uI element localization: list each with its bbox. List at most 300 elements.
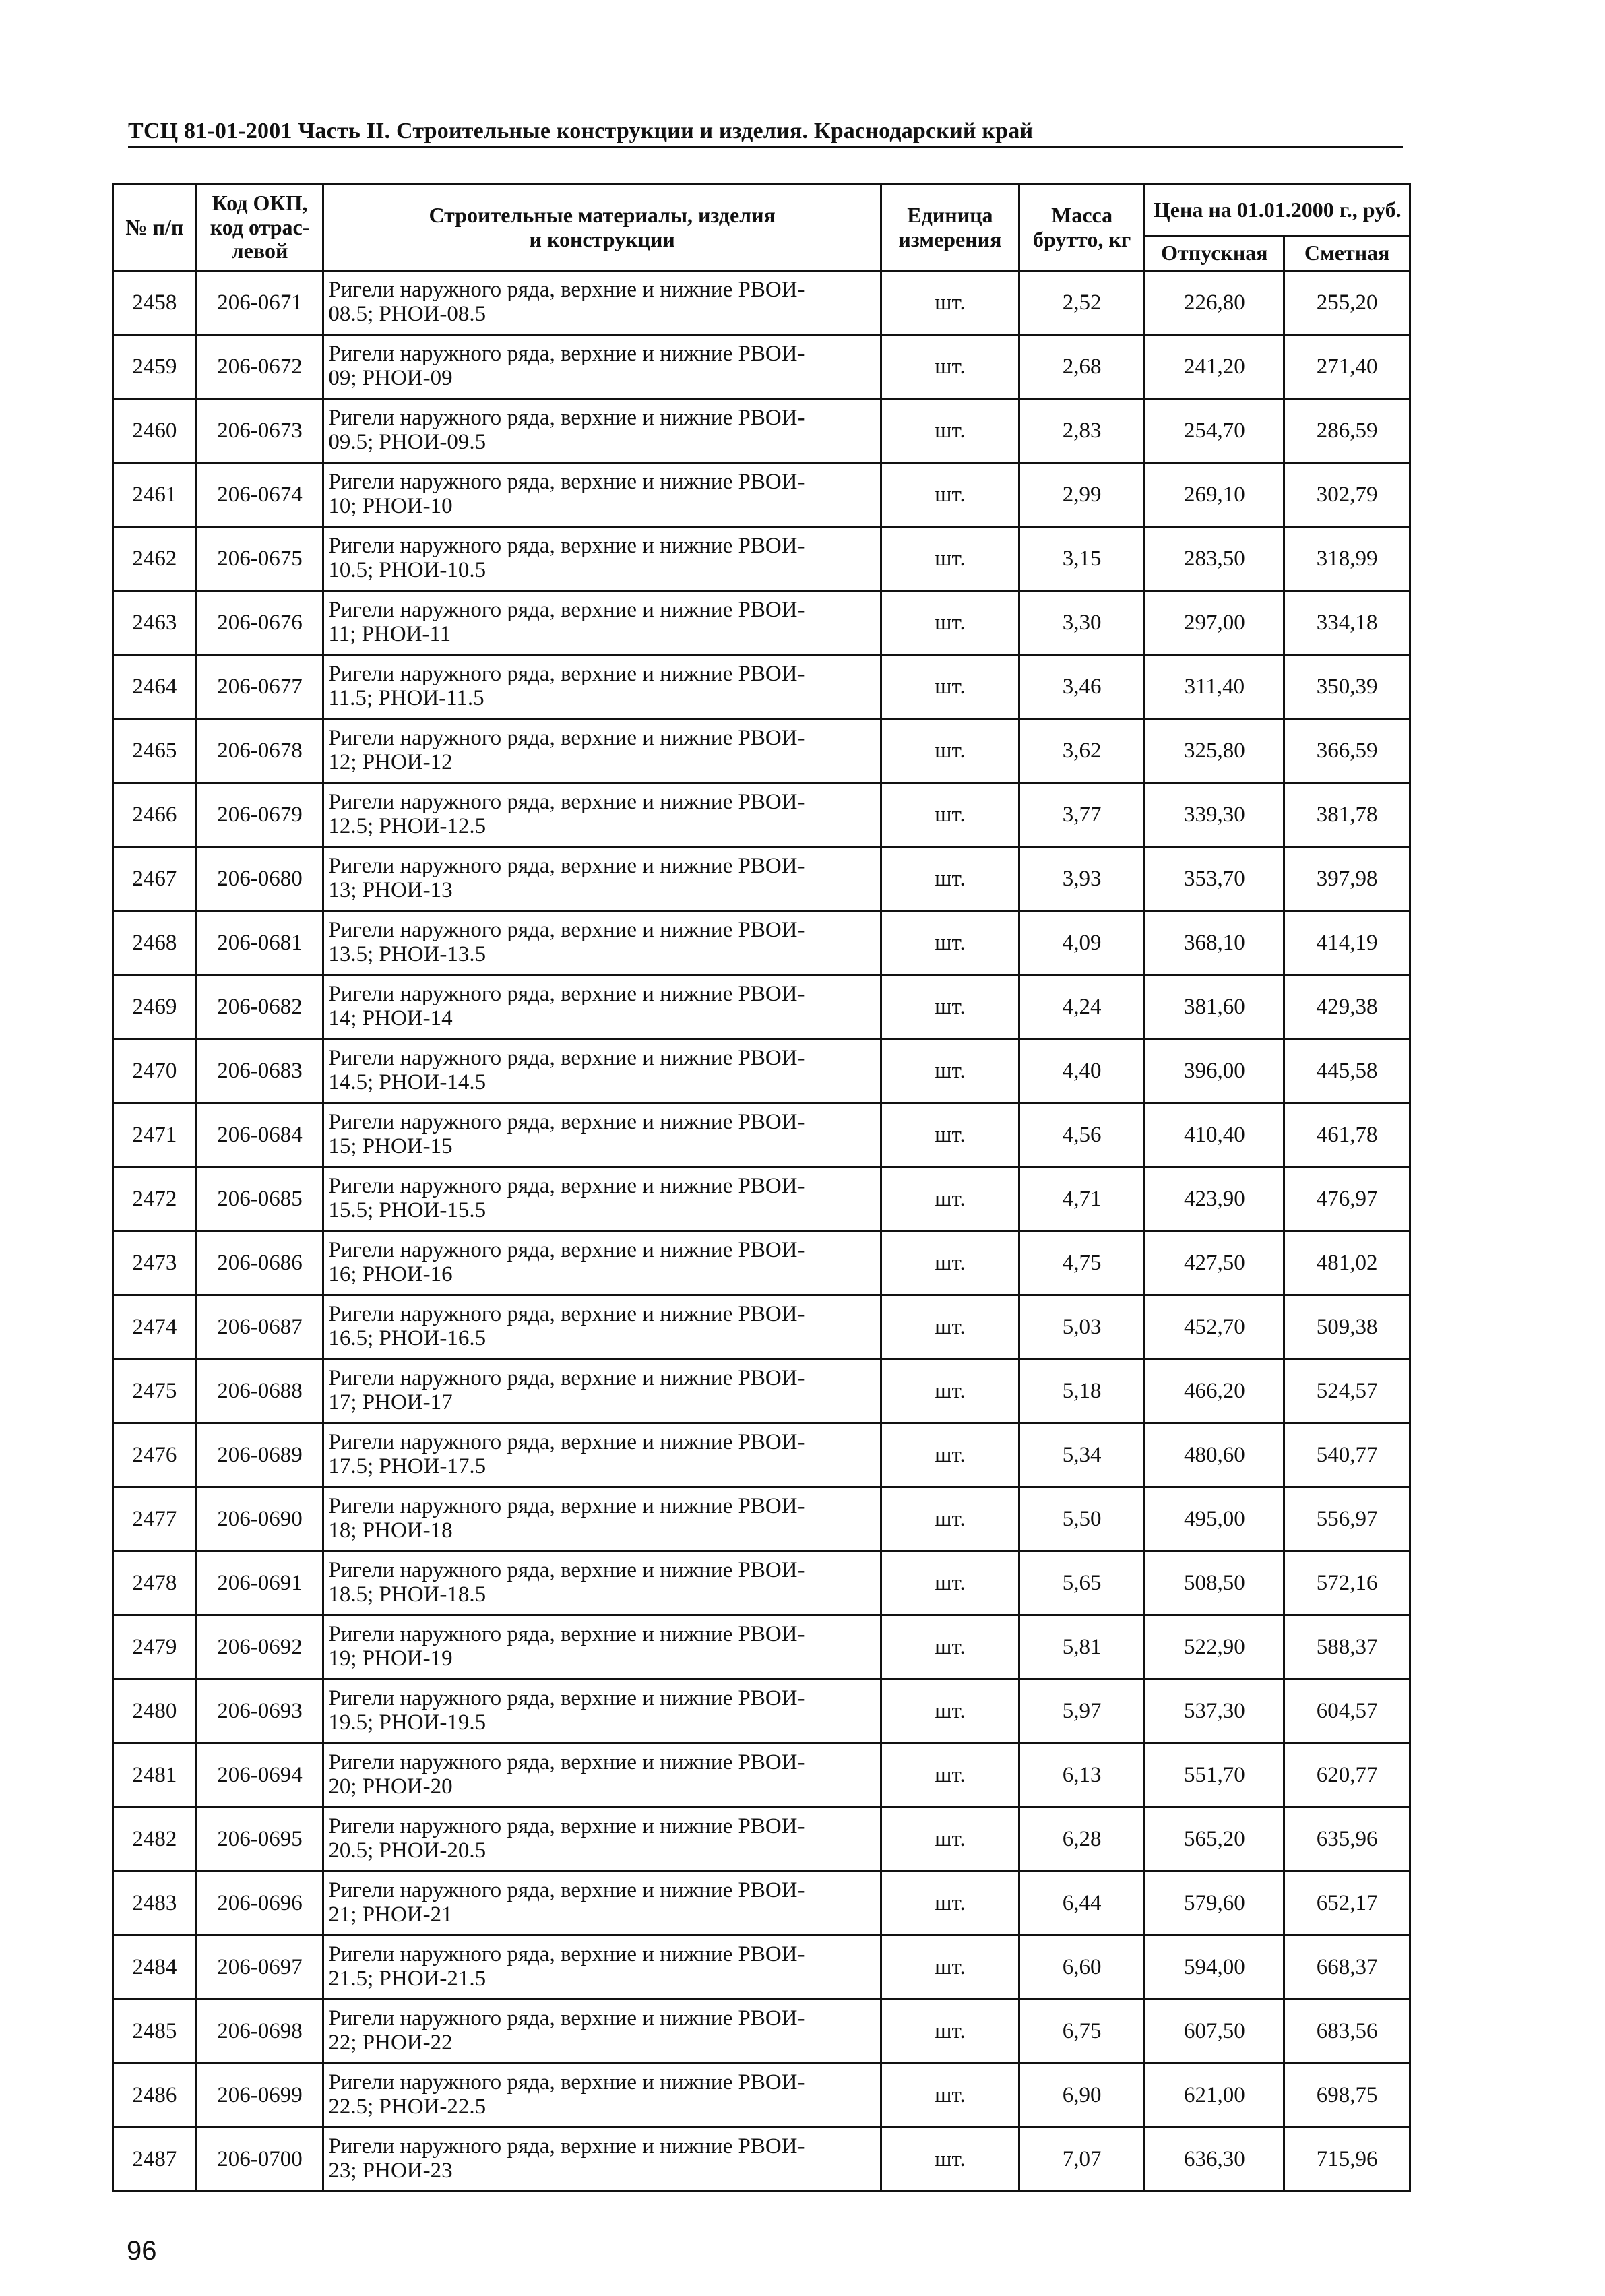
table-row: [113, 527, 1410, 591]
row-name: [323, 1295, 881, 1359]
row-name: [323, 975, 881, 1039]
row-name-line1: Ригели наружного ряда, верхние и нижние РВОИ-: [328, 1238, 805, 1263]
row-code: 206-0688: [196, 1359, 323, 1423]
row-mass: 6,75: [1019, 1999, 1145, 2064]
row-price-estimate: 604,57: [1284, 1679, 1410, 1743]
row-unit: шт.: [881, 591, 1019, 655]
row-code: 206-0682: [196, 975, 323, 1039]
table-row: [113, 1423, 1410, 1487]
row-code: 206-0683: [196, 1039, 323, 1103]
row-price-estimate: 350,39: [1284, 655, 1410, 719]
row-mass: 4,24: [1019, 975, 1145, 1039]
table-row: [113, 1743, 1410, 1807]
row-unit: шт.: [881, 1743, 1019, 1807]
row-name: [323, 1615, 881, 1679]
row-name-line1: Ригели наружного ряда, верхние и нижние РВОИ-: [328, 918, 805, 943]
row-name-line1: Ригели наружного ряда, верхние и нижние РВОИ-: [328, 342, 805, 367]
row-price-estimate: 366,59: [1284, 719, 1410, 783]
row-name: [323, 1679, 881, 1743]
row-unit: шт.: [881, 783, 1019, 847]
row-name-line2: 08.5; РНОИ-08.5: [328, 302, 486, 326]
row-name: [323, 2128, 881, 2192]
row-code: 206-0689: [196, 1423, 323, 1487]
row-unit: шт.: [881, 1999, 1019, 2064]
row-name-line1: Ригели наружного ряда, верхние и нижние РВОИ-: [328, 1046, 805, 1071]
row-num: 2478: [113, 1551, 197, 1615]
row-name-line1: Ригели наружного ряда, верхние и нижние РВОИ-: [328, 534, 805, 559]
row-code: 206-0696: [196, 1871, 323, 1935]
row-name-line2: 12.5; РНОИ-12.5: [328, 814, 486, 838]
row-price-estimate: 445,58: [1284, 1039, 1410, 1103]
table-row: [113, 399, 1410, 463]
row-num: 2479: [113, 1615, 197, 1679]
row-price-release: 579,60: [1145, 1871, 1284, 1935]
table-row: [113, 1935, 1410, 1999]
row-mass: 4,71: [1019, 1167, 1145, 1231]
row-name-line2: 09; РНОИ-09: [328, 366, 453, 390]
row-name-line2: 15.5; РНОИ-15.5: [328, 1198, 486, 1222]
row-code: 206-0678: [196, 719, 323, 783]
row-code: 206-0692: [196, 1615, 323, 1679]
row-price-estimate: 318,99: [1284, 527, 1410, 591]
row-mass: 3,93: [1019, 847, 1145, 911]
row-name-line1: Ригели наружного ряда, верхние и нижние РВОИ-: [328, 726, 805, 751]
row-price-release: 311,40: [1145, 655, 1284, 719]
row-price-estimate: 635,96: [1284, 1807, 1410, 1871]
row-price-estimate: 698,75: [1284, 2064, 1410, 2128]
row-name: [323, 911, 881, 975]
row-name-line1: Ригели наружного ряда, верхние и нижние РВОИ-: [328, 598, 805, 623]
row-code: 206-0691: [196, 1551, 323, 1615]
row-unit: шт.: [881, 847, 1019, 911]
row-name-line2: 21; РНОИ-21: [328, 1902, 453, 1927]
row-price-estimate: 302,79: [1284, 463, 1410, 527]
row-price-estimate: 429,38: [1284, 975, 1410, 1039]
row-unit: шт.: [881, 527, 1019, 591]
row-price-estimate: 683,56: [1284, 1999, 1410, 2064]
row-name-line2: 23; РНОИ-23: [328, 2159, 453, 2183]
row-name: [323, 847, 881, 911]
row-unit: шт.: [881, 1935, 1019, 1999]
row-num: 2474: [113, 1295, 197, 1359]
row-unit: шт.: [881, 1423, 1019, 1487]
row-mass: 5,50: [1019, 1487, 1145, 1551]
row-code: 206-0700: [196, 2128, 323, 2192]
row-name: [323, 271, 881, 335]
row-mass: 3,15: [1019, 527, 1145, 591]
row-name: [323, 1551, 881, 1615]
table-row: [113, 1999, 1410, 2064]
row-name-line1: Ригели наружного ряда, верхние и нижние РВОИ-: [328, 1878, 805, 1903]
row-mass: 3,62: [1019, 719, 1145, 783]
row-price-release: 368,10: [1145, 911, 1284, 975]
row-price-release: 551,70: [1145, 1743, 1284, 1807]
table-row: [113, 783, 1410, 847]
row-name-line2: 20; РНОИ-20: [328, 1774, 453, 1799]
table-row: [113, 1615, 1410, 1679]
table-row: [113, 271, 1410, 335]
row-name-line2: 14; РНОИ-14: [328, 1006, 453, 1030]
table-row: [113, 335, 1410, 399]
row-mass: 3,77: [1019, 783, 1145, 847]
row-price-estimate: 397,98: [1284, 847, 1410, 911]
row-unit: шт.: [881, 1487, 1019, 1551]
row-price-release: 480,60: [1145, 1423, 1284, 1487]
table-row: [113, 975, 1410, 1039]
row-name: [323, 655, 881, 719]
row-code: 206-0685: [196, 1167, 323, 1231]
header-rule: [128, 146, 1403, 148]
row-name-line1: Ригели наружного ряда, верхние и нижние РВОИ-: [328, 1814, 805, 1839]
row-name-line1: Ригели наружного ряда, верхние и нижние РВОИ-: [328, 854, 805, 879]
row-num: 2473: [113, 1231, 197, 1295]
row-price-release: 410,40: [1145, 1103, 1284, 1167]
row-mass: 2,83: [1019, 399, 1145, 463]
page-number: 96: [127, 2236, 157, 2266]
row-price-estimate: 461,78: [1284, 1103, 1410, 1167]
row-name: [323, 1103, 881, 1167]
row-code: 206-0698: [196, 1999, 323, 2064]
row-code: 206-0697: [196, 1935, 323, 1999]
row-mass: 4,56: [1019, 1103, 1145, 1167]
row-name: [323, 591, 881, 655]
row-name-line1: Ригели наружного ряда, верхние и нижние РВОИ-: [328, 2006, 805, 2031]
row-num: 2464: [113, 655, 197, 719]
row-price-release: 594,00: [1145, 1935, 1284, 1999]
row-name-line1: Ригели наружного ряда, верхние и нижние РВОИ-: [328, 2070, 805, 2095]
row-unit: шт.: [881, 463, 1019, 527]
row-price-estimate: 524,57: [1284, 1359, 1410, 1423]
row-name-line2: 16.5; РНОИ-16.5: [328, 1326, 486, 1351]
table-row: [113, 911, 1410, 975]
row-price-release: 508,50: [1145, 1551, 1284, 1615]
row-price-release: 537,30: [1145, 1679, 1284, 1743]
row-code: 206-0686: [196, 1231, 323, 1295]
row-num: 2461: [113, 463, 197, 527]
table-row: [113, 1103, 1410, 1167]
row-price-estimate: 715,96: [1284, 2128, 1410, 2192]
table-row: [113, 1359, 1410, 1423]
row-price-estimate: 588,37: [1284, 1615, 1410, 1679]
row-name-line2: 13; РНОИ-13: [328, 878, 453, 902]
row-unit: шт.: [881, 1103, 1019, 1167]
row-num: 2471: [113, 1103, 197, 1167]
row-price-release: 423,90: [1145, 1167, 1284, 1231]
row-name: [323, 1231, 881, 1295]
row-code: 206-0680: [196, 847, 323, 911]
row-price-release: 283,50: [1145, 527, 1284, 591]
row-price-estimate: 481,02: [1284, 1231, 1410, 1295]
row-name: [323, 1423, 881, 1487]
row-name: [323, 1999, 881, 2064]
row-name-line2: 10; РНОИ-10: [328, 494, 453, 518]
row-price-release: 381,60: [1145, 975, 1284, 1039]
row-name: [323, 1871, 881, 1935]
table-row: [113, 1551, 1410, 1615]
row-num: 2475: [113, 1359, 197, 1423]
row-name-line1: Ригели наружного ряда, верхние и нижние РВОИ-: [328, 662, 805, 687]
row-unit: шт.: [881, 2064, 1019, 2128]
row-num: 2465: [113, 719, 197, 783]
header-code: Код ОКП, код отрас-левой: [196, 185, 323, 271]
row-name-line1: Ригели наружного ряда, верхние и нижние РВОИ-: [328, 278, 805, 303]
row-name-line2: 18; РНОИ-18: [328, 1518, 453, 1543]
header-price: Цена на 01.01.2000 г., руб.: [1145, 185, 1410, 236]
row-name-line2: 17.5; РНОИ-17.5: [328, 1454, 486, 1479]
row-name-line2: 15; РНОИ-15: [328, 1134, 453, 1158]
row-code: 206-0690: [196, 1487, 323, 1551]
row-name: [323, 399, 881, 463]
row-name: [323, 719, 881, 783]
row-name-line2: 14.5; РНОИ-14.5: [328, 1070, 486, 1094]
row-code: 206-0693: [196, 1679, 323, 1743]
row-name-line1: Ригели наружного ряда, верхние и нижние РВОИ-: [328, 1430, 805, 1455]
row-name: [323, 783, 881, 847]
row-num: 2463: [113, 591, 197, 655]
row-price-release: 427,50: [1145, 1231, 1284, 1295]
table-row: [113, 1039, 1410, 1103]
row-name: [323, 1039, 881, 1103]
row-mass: 3,46: [1019, 655, 1145, 719]
row-num: 2476: [113, 1423, 197, 1487]
table-row: [113, 1871, 1410, 1935]
row-code: 206-0672: [196, 335, 323, 399]
row-unit: шт.: [881, 335, 1019, 399]
row-unit: шт.: [881, 1167, 1019, 1231]
row-mass: 4,09: [1019, 911, 1145, 975]
row-mass: 2,99: [1019, 463, 1145, 527]
row-unit: шт.: [881, 975, 1019, 1039]
row-price-estimate: 476,97: [1284, 1167, 1410, 1231]
row-price-release: 226,80: [1145, 271, 1284, 335]
row-name-line2: 13.5; РНОИ-13.5: [328, 942, 486, 966]
row-price-release: 607,50: [1145, 1999, 1284, 2064]
table-row: [113, 463, 1410, 527]
table-row: [113, 1231, 1410, 1295]
row-unit: шт.: [881, 1551, 1019, 1615]
row-mass: 2,52: [1019, 271, 1145, 335]
header-unit: Единица измерения: [881, 185, 1019, 271]
row-unit: шт.: [881, 719, 1019, 783]
row-name-line2: 09.5; РНОИ-09.5: [328, 430, 486, 454]
row-name-line1: Ригели наружного ряда, верхние и нижние РВОИ-: [328, 1686, 805, 1711]
row-mass: 5,65: [1019, 1551, 1145, 1615]
row-name-line2: 11.5; РНОИ-11.5: [328, 686, 484, 710]
row-unit: шт.: [881, 2128, 1019, 2192]
row-name: [323, 527, 881, 591]
row-name-line1: Ригели наружного ряда, верхние и нижние РВОИ-: [328, 1622, 805, 1647]
table-row: [113, 1807, 1410, 1871]
row-price-estimate: 668,37: [1284, 1935, 1410, 1999]
header-price-release: Отпускная: [1145, 236, 1284, 271]
row-price-release: 636,30: [1145, 2128, 1284, 2192]
row-mass: 2,68: [1019, 335, 1145, 399]
row-mass: 6,90: [1019, 2064, 1145, 2128]
row-unit: шт.: [881, 1807, 1019, 1871]
row-name-line1: Ригели наружного ряда, верхние и нижние РВОИ-: [328, 1942, 805, 1967]
row-price-release: 495,00: [1145, 1487, 1284, 1551]
row-price-release: 353,70: [1145, 847, 1284, 911]
row-unit: шт.: [881, 1231, 1019, 1295]
row-unit: шт.: [881, 1871, 1019, 1935]
row-price-release: 325,80: [1145, 719, 1284, 783]
row-name-line2: 17; РНОИ-17: [328, 1390, 453, 1415]
row-mass: 5,34: [1019, 1423, 1145, 1487]
header-mass: Масса брутто, кг: [1019, 185, 1145, 271]
row-price-release: 452,70: [1145, 1295, 1284, 1359]
row-name: [323, 2064, 881, 2128]
row-mass: 6,13: [1019, 1743, 1145, 1807]
table-row: [113, 1487, 1410, 1551]
row-num: 2460: [113, 399, 197, 463]
row-code: 206-0681: [196, 911, 323, 975]
row-price-release: 269,10: [1145, 463, 1284, 527]
row-num: 2484: [113, 1935, 197, 1999]
table-row: [113, 719, 1410, 783]
row-mass: 6,44: [1019, 1871, 1145, 1935]
row-price-estimate: 334,18: [1284, 591, 1410, 655]
row-num: 2477: [113, 1487, 197, 1551]
row-name-line2: 16; РНОИ-16: [328, 1262, 453, 1286]
row-price-release: 565,20: [1145, 1807, 1284, 1871]
row-num: 2483: [113, 1871, 197, 1935]
table-body: [113, 271, 1410, 2192]
row-num: 2470: [113, 1039, 197, 1103]
row-name-line1: Ригели наружного ряда, верхние и нижние РВОИ-: [328, 1750, 805, 1775]
row-num: 2487: [113, 2128, 197, 2192]
row-price-estimate: 509,38: [1284, 1295, 1410, 1359]
row-name-line1: Ригели наружного ряда, верхние и нижние РВОИ-: [328, 1366, 805, 1391]
row-code: 206-0671: [196, 271, 323, 335]
price-table: [112, 183, 1411, 2192]
row-price-release: 297,00: [1145, 591, 1284, 655]
table-row: [113, 2064, 1410, 2128]
row-name-line2: 22; РНОИ-22: [328, 2030, 453, 2055]
row-name-line2: 12; РНОИ-12: [328, 750, 453, 774]
row-price-release: 621,00: [1145, 2064, 1284, 2128]
header-price-estimate: Сметная: [1284, 236, 1410, 271]
row-name-line2: 18.5; РНОИ-18.5: [328, 1582, 486, 1607]
row-name-line1: Ригели наружного ряда, верхние и нижние РВОИ-: [328, 2134, 805, 2159]
row-unit: шт.: [881, 1615, 1019, 1679]
row-unit: шт.: [881, 271, 1019, 335]
row-price-estimate: 620,77: [1284, 1743, 1410, 1807]
row-code: 206-0676: [196, 591, 323, 655]
row-name-line2: 19; РНОИ-19: [328, 1646, 453, 1671]
row-mass: 5,03: [1019, 1295, 1145, 1359]
row-price-estimate: 255,20: [1284, 271, 1410, 335]
row-unit: шт.: [881, 399, 1019, 463]
row-code: 206-0687: [196, 1295, 323, 1359]
row-price-release: 339,30: [1145, 783, 1284, 847]
row-unit: шт.: [881, 1295, 1019, 1359]
row-num: 2486: [113, 2064, 197, 2128]
row-price-release: 522,90: [1145, 1615, 1284, 1679]
row-price-estimate: 540,77: [1284, 1423, 1410, 1487]
row-price-release: 254,70: [1145, 399, 1284, 463]
row-num: 2459: [113, 335, 197, 399]
row-name-line2: 22.5; РНОИ-22.5: [328, 2095, 486, 2119]
row-mass: 5,97: [1019, 1679, 1145, 1743]
row-name-line1: Ригели наружного ряда, верхние и нижние РВОИ-: [328, 1174, 805, 1199]
row-price-estimate: 381,78: [1284, 783, 1410, 847]
row-name-line1: Ригели наружного ряда, верхние и нижние РВОИ-: [328, 1110, 805, 1135]
row-name-line2: 10.5; РНОИ-10.5: [328, 558, 486, 582]
row-code: 206-0675: [196, 527, 323, 591]
row-mass: 4,40: [1019, 1039, 1145, 1103]
table-row: [113, 2128, 1410, 2192]
table-row: [113, 655, 1410, 719]
row-num: 2468: [113, 911, 197, 975]
row-code: 206-0679: [196, 783, 323, 847]
header-name-line2: и конструкции: [529, 226, 675, 251]
row-name: [323, 335, 881, 399]
row-code: 206-0684: [196, 1103, 323, 1167]
row-price-release: 466,20: [1145, 1359, 1284, 1423]
header-num: № п/п: [113, 185, 197, 271]
row-mass: 6,28: [1019, 1807, 1145, 1871]
table-row: [113, 1167, 1410, 1231]
row-name-line1: Ригели наружного ряда, верхние и нижние РВОИ-: [328, 406, 805, 431]
row-name-line2: 20.5; РНОИ-20.5: [328, 1838, 486, 1863]
row-mass: 6,60: [1019, 1935, 1145, 1999]
row-code: 206-0673: [196, 399, 323, 463]
row-price-release: 396,00: [1145, 1039, 1284, 1103]
row-name-line1: Ригели наружного ряда, верхние и нижние РВОИ-: [328, 1302, 805, 1327]
row-unit: шт.: [881, 1679, 1019, 1743]
row-unit: шт.: [881, 911, 1019, 975]
row-name-line2: 21.5; РНОИ-21.5: [328, 1966, 486, 1991]
row-name: [323, 1935, 881, 1999]
row-price-estimate: 572,16: [1284, 1551, 1410, 1615]
row-price-estimate: 414,19: [1284, 911, 1410, 975]
row-name: [323, 1359, 881, 1423]
row-unit: шт.: [881, 1039, 1019, 1103]
row-num: 2482: [113, 1807, 197, 1871]
row-mass: 4,75: [1019, 1231, 1145, 1295]
row-name-line1: Ригели наружного ряда, верхние и нижние РВОИ-: [328, 470, 805, 495]
row-num: 2462: [113, 527, 197, 591]
row-price-estimate: 556,97: [1284, 1487, 1410, 1551]
table-row: [113, 1295, 1410, 1359]
row-price-release: 241,20: [1145, 335, 1284, 399]
table-row: [113, 1679, 1410, 1743]
row-price-estimate: 652,17: [1284, 1871, 1410, 1935]
row-name-line1: Ригели наружного ряда, верхние и нижние РВОИ-: [328, 790, 805, 815]
row-mass: 5,81: [1019, 1615, 1145, 1679]
row-num: 2485: [113, 1999, 197, 2064]
row-price-estimate: 271,40: [1284, 335, 1410, 399]
row-code: 206-0699: [196, 2064, 323, 2128]
row-mass: 7,07: [1019, 2128, 1145, 2192]
row-code: 206-0677: [196, 655, 323, 719]
table-row: [113, 591, 1410, 655]
row-name: [323, 1487, 881, 1551]
row-num: 2466: [113, 783, 197, 847]
table-row: [113, 847, 1410, 911]
row-mass: 5,18: [1019, 1359, 1145, 1423]
row-name-line2: 19.5; РНОИ-19.5: [328, 1710, 486, 1735]
row-price-estimate: 286,59: [1284, 399, 1410, 463]
row-num: 2469: [113, 975, 197, 1039]
row-num: 2472: [113, 1167, 197, 1231]
row-num: 2480: [113, 1679, 197, 1743]
row-num: 2458: [113, 271, 197, 335]
row-name: [323, 1167, 881, 1231]
row-name: [323, 1743, 881, 1807]
row-unit: шт.: [881, 655, 1019, 719]
row-name-line2: 11; РНОИ-11: [328, 622, 451, 646]
